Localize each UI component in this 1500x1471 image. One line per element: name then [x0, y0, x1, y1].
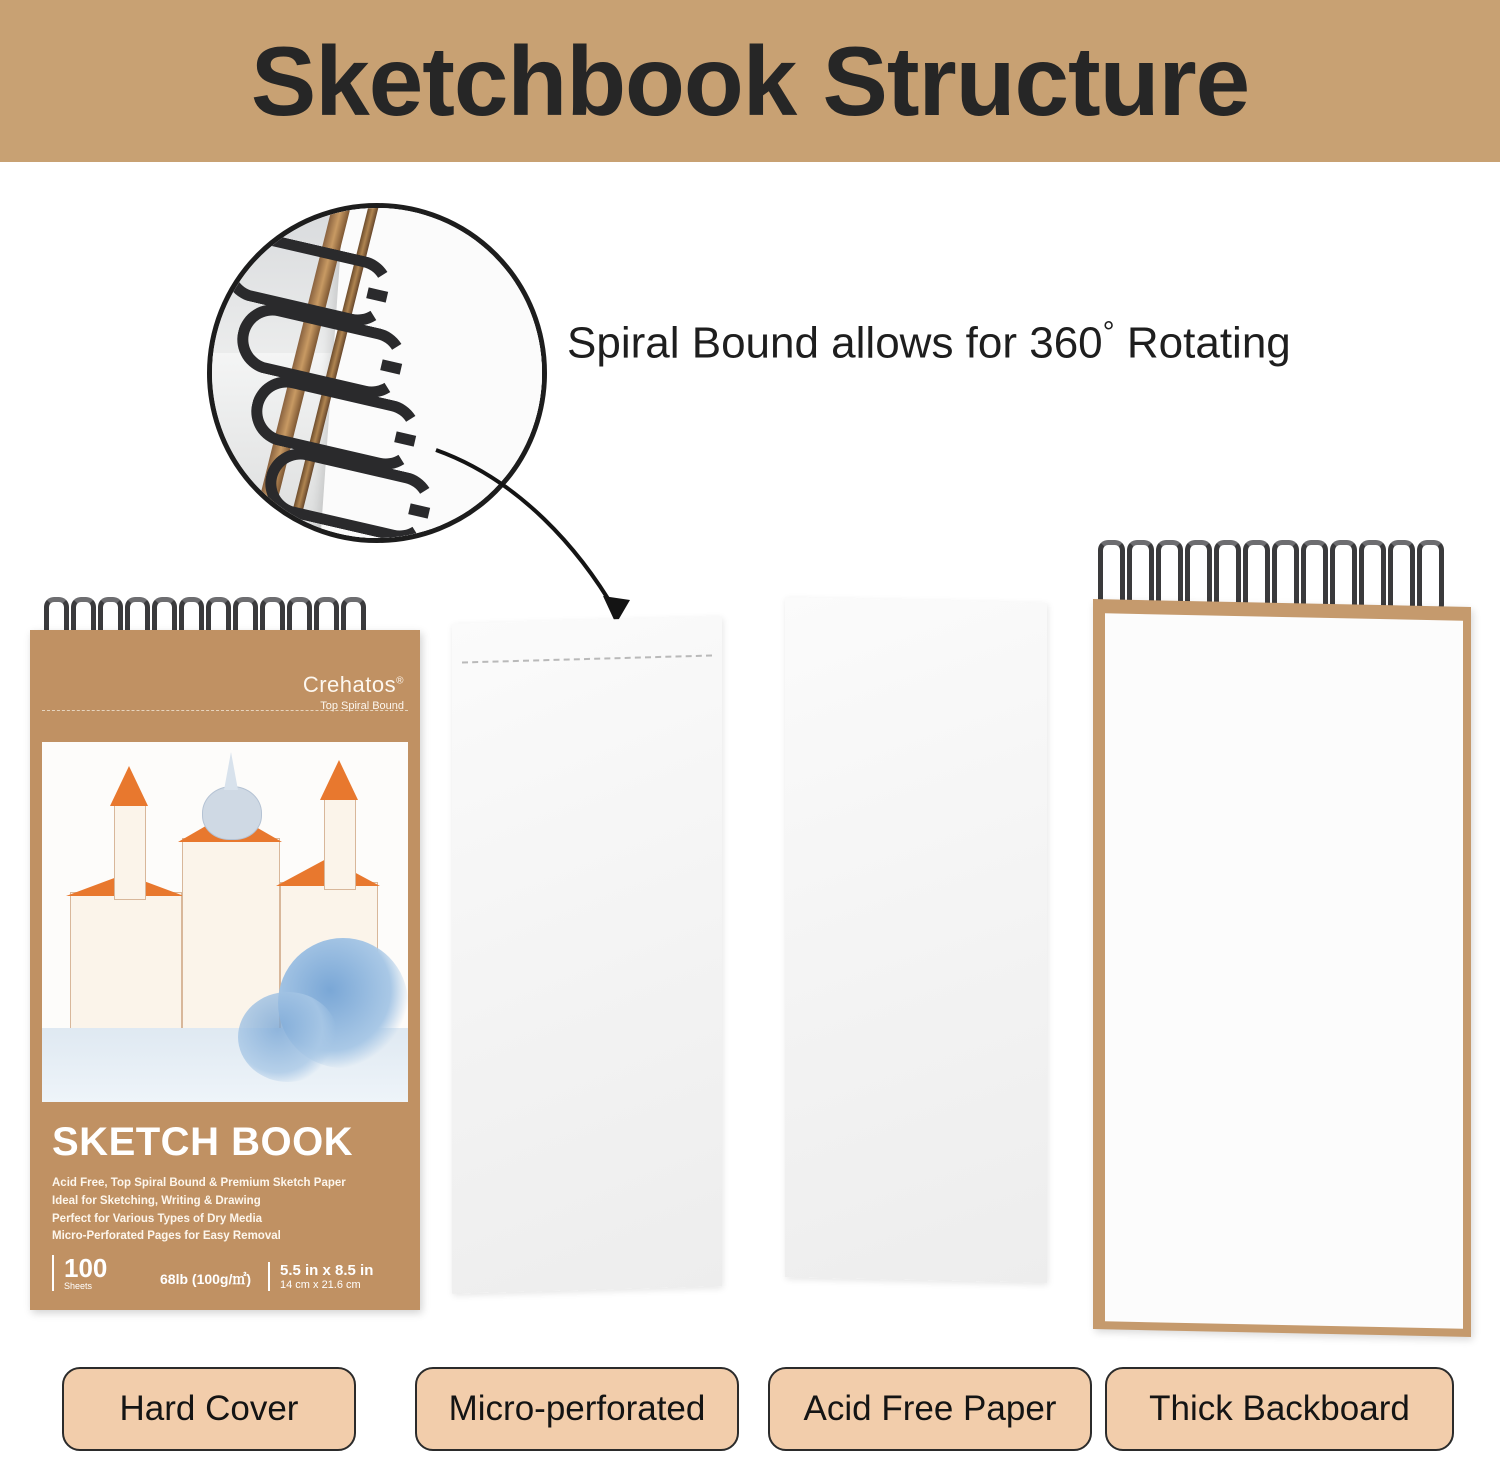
artwork-foliage — [238, 992, 338, 1082]
registered-icon: ® — [396, 675, 404, 687]
header-banner — [0, 0, 1500, 162]
feature-label-text: Hard Cover — [119, 1389, 299, 1428]
feature-label-thick-backboard — [1105, 1367, 1454, 1451]
spec-sheet-count — [52, 1255, 160, 1291]
artwork-tower — [324, 796, 356, 890]
feature-label-text: Thick Backboard — [1149, 1389, 1410, 1428]
feature-label-acid-free-paper — [768, 1367, 1092, 1451]
acid-free-paper-sheet — [785, 597, 1047, 1282]
feature-label-text: Micro-perforated — [448, 1389, 706, 1428]
page-title: Sketchbook Structure — [250, 26, 1250, 136]
callout-text-main: Spiral Bound allows for 360 — [567, 318, 1103, 368]
micro-perforated-sheet — [452, 616, 722, 1294]
spec-dimensions — [268, 1262, 373, 1291]
thick-backboard — [1085, 585, 1475, 1340]
cover-feature-item: Perfect for Various Types of Dry Media — [52, 1212, 263, 1225]
backboard-paper-face — [1105, 613, 1463, 1328]
brand-subtitle: Top Spiral Bound — [320, 700, 404, 712]
artwork-tower — [114, 802, 146, 900]
sheet-count-label: Sheets — [64, 1281, 93, 1291]
callout-arrow-icon — [430, 440, 690, 640]
callout-text-suffix: Rotating — [1114, 318, 1291, 368]
sheet-count-value: 100 — [64, 1253, 108, 1283]
cover-feature-item: Ideal for Sketching, Writing & Drawing — [52, 1194, 261, 1207]
spec-paper-weight: 68lb (100g/㎡) — [160, 1271, 252, 1287]
size-metric: 14 cm x 21.6 cm — [280, 1279, 361, 1291]
cover-specs — [52, 1255, 402, 1291]
degree-symbol: ° — [1102, 316, 1115, 349]
cover-feature-item: Micro-Perforated Pages for Easy Removal — [52, 1230, 281, 1243]
cover-title: SKETCH BOOK — [52, 1120, 354, 1164]
artwork-building — [70, 892, 182, 1044]
cover-feature-item: Acid Free, Top Spiral Bound & Premium Sketch Paper — [52, 1177, 346, 1189]
feature-label-micro-perforated — [415, 1367, 739, 1451]
feature-label-hard-cover — [62, 1367, 356, 1451]
sketchbook-cover — [30, 630, 420, 1310]
cover-brand-block — [303, 672, 404, 712]
artwork-dome — [202, 786, 262, 840]
cover-feature-list — [52, 1175, 346, 1246]
feature-label-text: Acid Free Paper — [803, 1389, 1057, 1428]
spiral-callout-text — [567, 316, 1291, 369]
perforation-line — [462, 655, 712, 664]
size-imperial: 5.5 in x 8.5 in — [280, 1262, 374, 1279]
brand-name: Crehatos® — [302, 672, 404, 697]
cover-artwork — [42, 742, 408, 1102]
backboard-panel — [1093, 599, 1471, 1337]
